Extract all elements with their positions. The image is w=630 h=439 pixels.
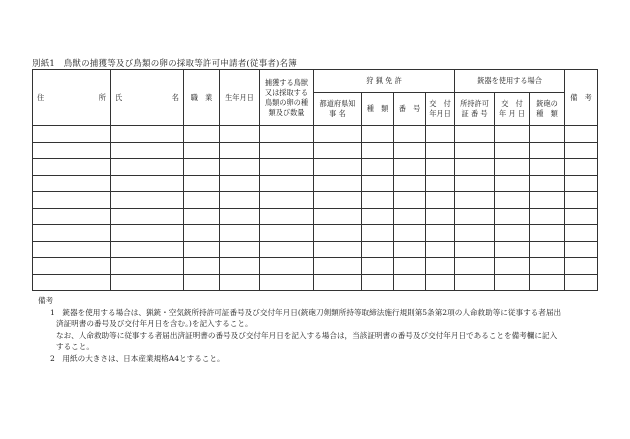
cell-address[interactable] — [33, 175, 111, 192]
cell-permit-number[interactable] — [455, 159, 495, 176]
cell-governor[interactable] — [314, 274, 362, 291]
cell-permit-number[interactable] — [455, 126, 495, 143]
cell-permit-number[interactable] — [455, 192, 495, 209]
cell-permit-number[interactable] — [455, 142, 495, 159]
cell-issue-date[interactable] — [426, 126, 455, 143]
cell-remarks[interactable] — [565, 159, 598, 176]
cell-gun-type[interactable] — [530, 208, 565, 225]
cell-birthdate[interactable] — [220, 225, 260, 242]
cell-license-number[interactable] — [394, 274, 426, 291]
header-name-label-2: 名 — [171, 92, 179, 102]
table-row — [33, 192, 598, 209]
cell-address[interactable] — [33, 142, 111, 159]
cell-license-type[interactable] — [362, 208, 394, 225]
cell-issue-date[interactable] — [426, 274, 455, 291]
cell-name[interactable] — [111, 175, 184, 192]
table-row — [33, 159, 598, 176]
cell-species-quantity[interactable] — [260, 225, 314, 242]
cell-issue-date[interactable] — [426, 192, 455, 209]
table-row — [33, 142, 598, 159]
cell-species-quantity[interactable] — [260, 258, 314, 275]
cell-gun-type[interactable] — [530, 126, 565, 143]
cell-governor[interactable] — [314, 208, 362, 225]
cell-license-type[interactable] — [362, 126, 394, 143]
cell-birthdate[interactable] — [220, 175, 260, 192]
cell-remarks[interactable] — [565, 225, 598, 242]
cell-name[interactable] — [111, 192, 184, 209]
cell-remarks[interactable] — [565, 192, 598, 209]
cell-name[interactable] — [111, 126, 184, 143]
cell-occupation[interactable] — [184, 192, 220, 209]
cell-gun-type[interactable] — [530, 258, 565, 275]
header-gun-issue-date: 交 付年 月 日 — [495, 93, 530, 126]
cell-license-type[interactable] — [362, 192, 394, 209]
note-1-line-2: 済証明書の番号及び交付年月日を含む。)を記入すること。 — [56, 319, 253, 329]
cell-permit-number[interactable] — [455, 225, 495, 242]
notes-section — [38, 295, 608, 365]
cell-species-quantity[interactable] — [260, 159, 314, 176]
cell-address[interactable] — [33, 225, 111, 242]
cell-occupation[interactable] — [184, 274, 220, 291]
cell-permit-number[interactable] — [455, 241, 495, 258]
table-body — [33, 126, 598, 291]
note-1-line-4: すること。 — [56, 342, 94, 352]
header-address — [33, 70, 111, 126]
table-row — [33, 258, 598, 275]
cell-gun-issue-date[interactable] — [495, 274, 530, 291]
cell-name[interactable] — [111, 142, 184, 159]
cell-name[interactable] — [111, 159, 184, 176]
cell-governor[interactable] — [314, 159, 362, 176]
cell-occupation[interactable] — [184, 208, 220, 225]
cell-species-quantity[interactable] — [260, 175, 314, 192]
cell-license-type[interactable] — [362, 274, 394, 291]
note-2: 2 用紙の大きさは、日本産業規格A4とすること。 — [50, 353, 225, 363]
cell-remarks[interactable] — [565, 241, 598, 258]
header-permit-number: 所持許可証 番 号 — [455, 93, 495, 126]
cell-permit-number[interactable] — [455, 258, 495, 275]
cell-remarks[interactable] — [565, 126, 598, 143]
cell-license-type[interactable] — [362, 159, 394, 176]
cell-issue-date[interactable] — [426, 159, 455, 176]
cell-name[interactable] — [111, 274, 184, 291]
cell-permit-number[interactable] — [455, 274, 495, 291]
cell-issue-date[interactable] — [426, 142, 455, 159]
note-1-line-1: 1 銃器を使用する場合は、猟銃・空気銃所持許可証番号及び交付年月日(銃砲刀剣類所持等取締法施行規則第5条第2項の人命救助等に従事する者届出 — [50, 307, 562, 317]
cell-birthdate[interactable] — [220, 241, 260, 258]
header-species-quantity: 捕獲する鳥獣又は採取する鳥類の卵の種類及び数量 — [260, 70, 314, 126]
cell-governor[interactable] — [314, 258, 362, 275]
cell-gun-issue-date[interactable] — [495, 241, 530, 258]
cell-license-number[interactable] — [394, 159, 426, 176]
notes-heading: 備考 — [38, 296, 54, 305]
header-address-label-1: 住 — [37, 92, 45, 102]
cell-permit-number[interactable] — [455, 175, 495, 192]
cell-occupation[interactable] — [184, 175, 220, 192]
cell-license-type[interactable] — [362, 225, 394, 242]
cell-issue-date[interactable] — [426, 225, 455, 242]
cell-issue-date[interactable] — [426, 241, 455, 258]
cell-address[interactable] — [33, 241, 111, 258]
applicant-roster-table — [32, 69, 598, 291]
cell-address[interactable] — [33, 159, 111, 176]
header-name-label-1: 氏 — [115, 92, 123, 102]
header-occupation: 職 業 — [184, 70, 220, 126]
cell-governor[interactable] — [314, 241, 362, 258]
cell-species-quantity[interactable] — [260, 208, 314, 225]
cell-gun-issue-date[interactable] — [495, 126, 530, 143]
cell-license-number[interactable] — [394, 175, 426, 192]
cell-occupation[interactable] — [184, 225, 220, 242]
cell-address[interactable] — [33, 126, 111, 143]
form-title: 別紙1 鳥獣の捕獲等及び鳥類の卵の採取等許可申請者(従事者)名簿 — [32, 59, 297, 69]
cell-gun-type[interactable] — [530, 192, 565, 209]
cell-address[interactable] — [33, 274, 111, 291]
cell-occupation[interactable] — [184, 241, 220, 258]
cell-birthdate[interactable] — [220, 208, 260, 225]
cell-remarks[interactable] — [565, 175, 598, 192]
header-gun-use: 銃器を使用する場合 — [455, 70, 565, 93]
cell-gun-issue-date[interactable] — [495, 159, 530, 176]
cell-license-number[interactable] — [394, 126, 426, 143]
cell-birthdate[interactable] — [220, 126, 260, 143]
cell-issue-date[interactable] — [426, 258, 455, 275]
cell-governor[interactable] — [314, 192, 362, 209]
cell-license-number[interactable] — [394, 192, 426, 209]
cell-occupation[interactable] — [184, 258, 220, 275]
cell-address[interactable] — [33, 192, 111, 209]
header-hunting-license: 狩 猟 免 許 — [314, 70, 455, 93]
cell-address[interactable] — [33, 208, 111, 225]
cell-birthdate[interactable] — [220, 159, 260, 176]
cell-occupation[interactable] — [184, 126, 220, 143]
note-1-line-3: なお、人命救助等に従事する者届出済証明書の番号及び交付年月日を記入する場合は，当該証明書の番号及び交付年月日であることを備考欄に記入 — [56, 330, 558, 340]
cell-gun-issue-date[interactable] — [495, 192, 530, 209]
cell-gun-type[interactable] — [530, 159, 565, 176]
cell-gun-type[interactable] — [530, 241, 565, 258]
cell-permit-number[interactable] — [455, 208, 495, 225]
cell-issue-date[interactable] — [426, 208, 455, 225]
cell-species-quantity[interactable] — [260, 241, 314, 258]
cell-occupation[interactable] — [184, 142, 220, 159]
cell-remarks[interactable] — [565, 142, 598, 159]
cell-gun-type[interactable] — [530, 142, 565, 159]
cell-remarks[interactable] — [565, 274, 598, 291]
header-name — [111, 70, 184, 126]
table-row — [33, 126, 598, 143]
cell-governor[interactable] — [314, 142, 362, 159]
cell-gun-issue-date[interactable] — [495, 142, 530, 159]
cell-name[interactable] — [111, 241, 184, 258]
cell-license-type[interactable] — [362, 142, 394, 159]
cell-occupation[interactable] — [184, 159, 220, 176]
cell-gun-issue-date[interactable] — [495, 175, 530, 192]
cell-name[interactable] — [111, 208, 184, 225]
cell-name[interactable] — [111, 225, 184, 242]
header-address-label-2: 所 — [98, 92, 106, 102]
cell-birthdate[interactable] — [220, 192, 260, 209]
table-row — [33, 241, 598, 258]
cell-license-number[interactable] — [394, 208, 426, 225]
cell-license-type[interactable] — [362, 258, 394, 275]
cell-license-number[interactable] — [394, 225, 426, 242]
cell-birthdate[interactable] — [220, 274, 260, 291]
header-license-number: 番 号 — [394, 93, 426, 126]
header-license-type: 種 類 — [362, 93, 394, 126]
table-row — [33, 274, 598, 291]
table-row — [33, 225, 598, 242]
cell-license-type[interactable] — [362, 175, 394, 192]
cell-license-type[interactable] — [362, 241, 394, 258]
header-issue-date: 交 付年月日 — [426, 93, 455, 126]
cell-license-number[interactable] — [394, 258, 426, 275]
cell-species-quantity[interactable] — [260, 142, 314, 159]
cell-issue-date[interactable] — [426, 175, 455, 192]
cell-species-quantity[interactable] — [260, 274, 314, 291]
cell-governor[interactable] — [314, 225, 362, 242]
header-birthdate: 生年月日 — [220, 70, 260, 126]
cell-gun-issue-date[interactable] — [495, 225, 530, 242]
cell-birthdate[interactable] — [220, 258, 260, 275]
cell-remarks[interactable] — [565, 258, 598, 275]
cell-remarks[interactable] — [565, 208, 598, 225]
table-row — [33, 175, 598, 192]
header-gun-type: 銃砲の種 類 — [530, 93, 565, 126]
cell-gun-issue-date[interactable] — [495, 258, 530, 275]
cell-address[interactable] — [33, 258, 111, 275]
cell-birthdate[interactable] — [220, 142, 260, 159]
cell-species-quantity[interactable] — [260, 126, 314, 143]
cell-license-number[interactable] — [394, 142, 426, 159]
cell-gun-type[interactable] — [530, 274, 565, 291]
cell-license-number[interactable] — [394, 241, 426, 258]
cell-governor[interactable] — [314, 126, 362, 143]
header-governor: 都道府県知 事 名 — [314, 93, 362, 126]
cell-name[interactable] — [111, 258, 184, 275]
table-row — [33, 208, 598, 225]
cell-species-quantity[interactable] — [260, 192, 314, 209]
header-remarks: 備 考 — [565, 70, 598, 126]
cell-gun-type[interactable] — [530, 175, 565, 192]
cell-gun-type[interactable] — [530, 225, 565, 242]
cell-gun-issue-date[interactable] — [495, 208, 530, 225]
cell-governor[interactable] — [314, 175, 362, 192]
